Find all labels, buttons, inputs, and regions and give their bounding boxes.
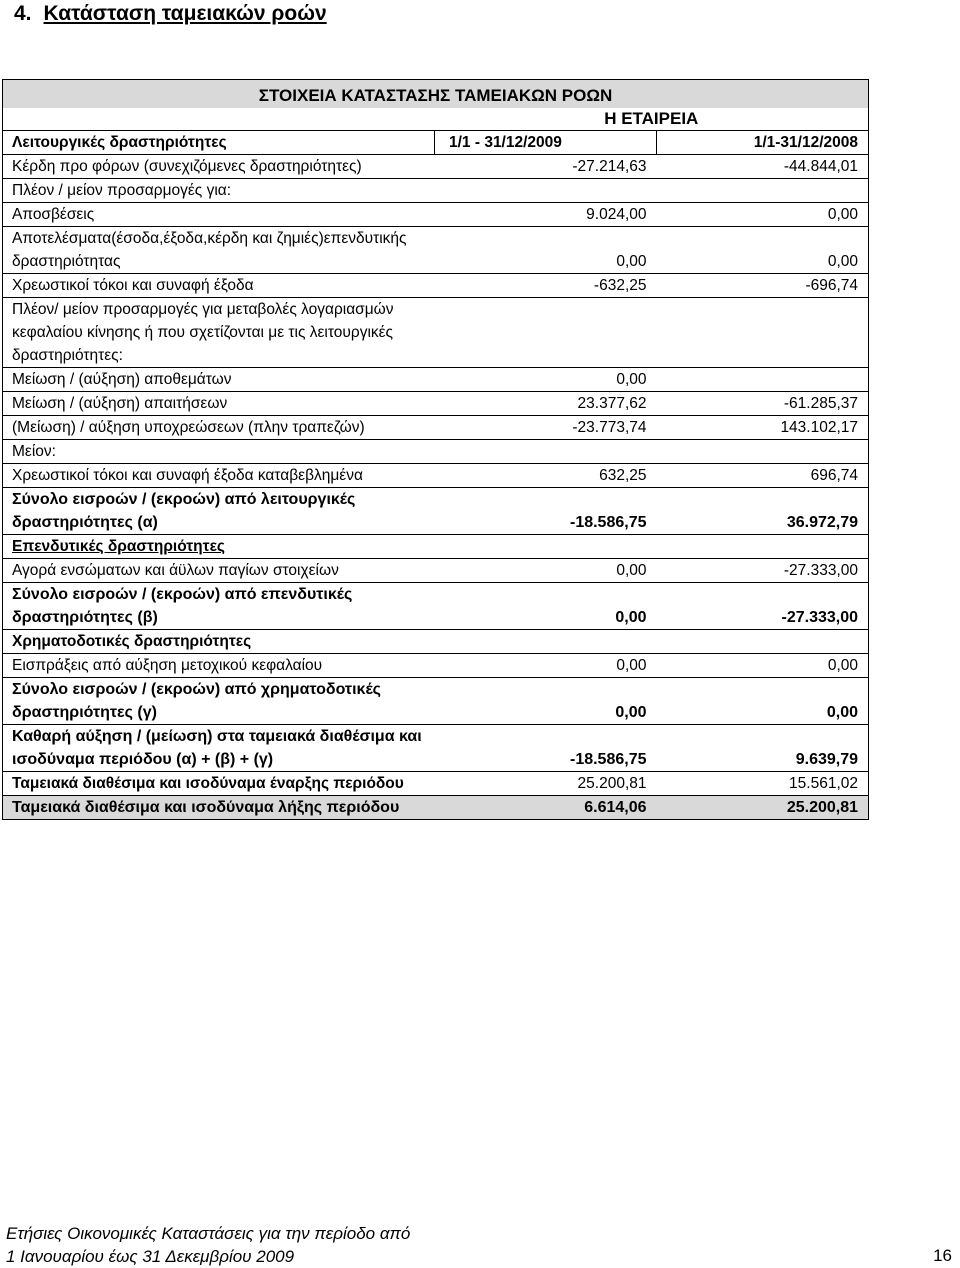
table-row bbox=[3, 654, 869, 678]
row-label: Ταμειακά διαθέσιμα και ισοδύναμα έναρξης περιόδου bbox=[3, 772, 435, 796]
value-2009: -23.773,74 bbox=[435, 416, 657, 440]
row-label: Χρηματοδοτικές δραστηριότητες bbox=[3, 630, 435, 654]
value-2008: 15.561,02 bbox=[657, 772, 869, 796]
value-2008 bbox=[657, 298, 869, 368]
subtotal-row bbox=[3, 488, 869, 535]
table-row bbox=[3, 203, 869, 227]
row-label: Σύνολο εισροών / (εκροών) από χρηματοδοτικές δραστηριότητες (γ) bbox=[3, 678, 435, 725]
net-change-row bbox=[3, 725, 869, 772]
operating-activities-header: Λειτουργικές δραστηριότητες bbox=[3, 131, 435, 155]
period-2009-header: 1/1 - 31/12/2009 bbox=[435, 131, 657, 155]
row-label: (Μείωση) / αύξηση υποχρεώσεων (πλην τραπεζών) bbox=[3, 416, 435, 440]
value-2008: 0,00 bbox=[657, 227, 869, 274]
row-label: Αποσβέσεις bbox=[3, 203, 435, 227]
table-row bbox=[3, 464, 869, 488]
value-2008: -696,74 bbox=[657, 274, 869, 298]
value-2009: 0,00 bbox=[435, 678, 657, 725]
value-2009: 0,00 bbox=[435, 227, 657, 274]
table-row bbox=[3, 274, 869, 298]
value-2009: 6.614,06 bbox=[435, 796, 657, 820]
row-label: Πλέον/ μείον προσαρμογές για μεταβολές λογαριασμών κεφαλαίου κίνησης ή που σχετίζονται με τις λειτουργικές δραστηριότητες: bbox=[3, 298, 435, 368]
value-2008: 143.102,17 bbox=[657, 416, 869, 440]
closing-cash-row bbox=[3, 796, 869, 820]
row-label: Χρεωστικοί τόκοι και συναφή έξοδα καταβεβλημένα bbox=[3, 464, 435, 488]
table-title: ΣΤΟΙΧΕΙΑ ΚΑΤΑΣΤΑΣΗΣ ΤΑΜΕΙΑΚΩΝ ΡΟΩΝ bbox=[3, 80, 869, 109]
company-header: Η ΕΤΑΙΡΕΙΑ bbox=[435, 108, 869, 131]
value-2009 bbox=[435, 440, 657, 464]
value-2008: -27.333,00 bbox=[657, 559, 869, 583]
value-2009: 632,25 bbox=[435, 464, 657, 488]
value-2008 bbox=[657, 368, 869, 392]
opening-cash-row bbox=[3, 772, 869, 796]
table-row bbox=[3, 392, 869, 416]
value-2008 bbox=[657, 535, 869, 559]
section-number: 4. bbox=[14, 2, 32, 25]
page-number: 16 bbox=[933, 1246, 952, 1265]
row-label: Σύνολο εισροών / (εκροών) από λειτουργικές δραστηριότητες (α) bbox=[3, 488, 435, 535]
table-row bbox=[3, 440, 869, 464]
value-2008: 25.200,81 bbox=[657, 796, 869, 820]
cash-flow-table bbox=[2, 79, 869, 820]
value-2008: 0,00 bbox=[657, 654, 869, 678]
row-label: Ταμειακά διαθέσιμα και ισοδύναμα λήξης περιόδου bbox=[3, 796, 435, 820]
section-header-row bbox=[3, 630, 869, 654]
value-2008: 0,00 bbox=[657, 203, 869, 227]
row-label: Πλέον / μείον προσαρμογές για: bbox=[3, 179, 435, 203]
period-header-row bbox=[3, 131, 869, 155]
value-2009 bbox=[435, 535, 657, 559]
value-2009 bbox=[435, 630, 657, 654]
period-2008-header: 1/1-31/12/2008 bbox=[657, 131, 869, 155]
table-row bbox=[3, 179, 869, 203]
section-title: Κατάσταση ταμειακών ροών bbox=[43, 2, 327, 25]
value-2008: -61.285,37 bbox=[657, 392, 869, 416]
table-row bbox=[3, 227, 869, 274]
value-2009: 9.024,00 bbox=[435, 203, 657, 227]
value-2009 bbox=[435, 298, 657, 368]
table-title-row bbox=[3, 80, 869, 109]
section-header-row bbox=[3, 535, 869, 559]
value-2009: -18.586,75 bbox=[435, 725, 657, 772]
value-2008 bbox=[657, 179, 869, 203]
table-row bbox=[3, 368, 869, 392]
value-2008: 9.639,79 bbox=[657, 725, 869, 772]
section-heading bbox=[14, 2, 327, 26]
row-label: Σύνολο εισροών / (εκροών) από επενδυτικές δραστηριότητες (β) bbox=[3, 583, 435, 630]
row-label: Εισπράξεις από αύξηση μετοχικού κεφαλαίου bbox=[3, 654, 435, 678]
row-label: Μείωση / (αύξηση) αποθεμάτων bbox=[3, 368, 435, 392]
value-2009: -632,25 bbox=[435, 274, 657, 298]
value-2009: 25.200,81 bbox=[435, 772, 657, 796]
value-2009: 0,00 bbox=[435, 654, 657, 678]
row-label: Μείον: bbox=[3, 440, 435, 464]
value-2009: 0,00 bbox=[435, 583, 657, 630]
row-label: Επενδυτικές δραστηριότητες bbox=[3, 535, 435, 559]
table-row bbox=[3, 416, 869, 440]
footer-caption bbox=[6, 1222, 410, 1268]
value-2008: -44.844,01 bbox=[657, 155, 869, 179]
value-2009: 23.377,62 bbox=[435, 392, 657, 416]
row-label: Χρεωστικοί τόκοι και συναφή έξοδα bbox=[3, 274, 435, 298]
value-2008 bbox=[657, 440, 869, 464]
row-label: Αποτελέσματα(έσοδα,έξοδα,κέρδη και ζημιές)επενδυτικής δραστηριότητας bbox=[3, 227, 435, 274]
value-2009 bbox=[435, 179, 657, 203]
row-label: Μείωση / (αύξηση) απαιτήσεων bbox=[3, 392, 435, 416]
subtotal-row bbox=[3, 583, 869, 630]
value-2009: -27.214,63 bbox=[435, 155, 657, 179]
value-2009: 0,00 bbox=[435, 368, 657, 392]
value-2008 bbox=[657, 630, 869, 654]
value-2008: 36.972,79 bbox=[657, 488, 869, 535]
table-row bbox=[3, 298, 869, 368]
row-label: Αγορά ενσώματων και άϋλων παγίων στοιχείων bbox=[3, 559, 435, 583]
footer-line-2: 1 Ιανουαρίου έως 31 Δεκεμβρίου 2009 bbox=[6, 1247, 295, 1266]
table-row bbox=[3, 559, 869, 583]
value-2008: -27.333,00 bbox=[657, 583, 869, 630]
value-2008: 696,74 bbox=[657, 464, 869, 488]
value-2009: 0,00 bbox=[435, 559, 657, 583]
value-2009: -18.586,75 bbox=[435, 488, 657, 535]
footer-line-1: Ετήσιες Οικονομικές Καταστάσεις για την περίοδο από bbox=[6, 1224, 411, 1243]
company-row bbox=[3, 108, 869, 131]
row-label: Κέρδη προ φόρων (συνεχιζόμενες δραστηριότητες) bbox=[3, 155, 435, 179]
subtotal-row bbox=[3, 678, 869, 725]
table-row bbox=[3, 155, 869, 179]
row-label: Καθαρή αύξηση / (μείωση) στα ταμειακά διαθέσιμα και ισοδύναμα περιόδου (α) + (β) + (γ) bbox=[3, 725, 435, 772]
value-2008: 0,00 bbox=[657, 678, 869, 725]
